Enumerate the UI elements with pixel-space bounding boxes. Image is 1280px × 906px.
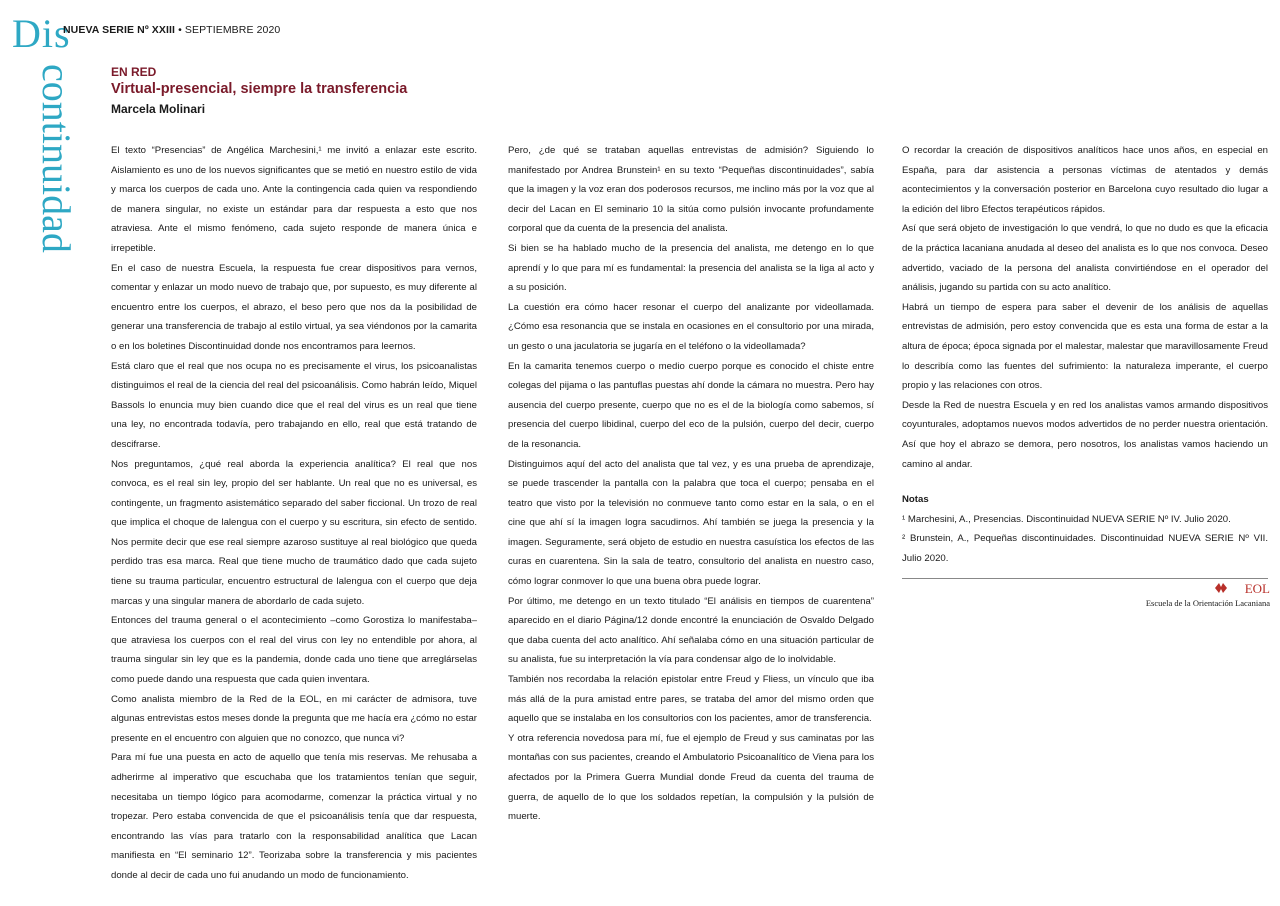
paragraph: Así que será objeto de investigación lo que vendrá, lo que no dudo es que la eficacia de la práctica lacaniana anudada al deseo del analista es lo que nos convoca. Deseo advertido, vaciado de la persona del analista convirtiéndose en el operador del análisis, jugando su partida con su acto analítico.	[902, 223, 1268, 294]
note-item: ² Brunstein, A., Pequeñas discontinuidades. Discontinuidad NUEVA SERIE Nº VII. Julio 2020.	[902, 533, 1268, 564]
paragraph: Para mí fue una puesta en acto de aquello que tenía mis reservas. Me rehusaba a adherirme al imperativo que escuchaba que los tratamientos tenían que seguir, necesitaba un tiempo lógico para acomodarme, comenzar la práctica virtual y no tropezar. Pero estaba convencida de que el psicoanálisis tenía que dar respuesta, encontrando las vías para tratarlo con la responsabilidad analítica que Lacan manifiesta en “El seminario 12”. Teorizaba sobre la transferencia y mis pacientes donde al decir de cada uno fui anudando un modo de funcionamiento.	[111, 752, 477, 881]
column-3	[902, 141, 1268, 568]
paragraph: Desde la Red de nuestra Escuela y en red los analistas vamos armando dispositivos coyunturales, adoptamos nuevos modos advertidos de no perder nuestra orientación. Así que hoy el abrazo se demora, pero nosotros, los analistas vamos haciendo un camino al andar.	[902, 399, 1268, 470]
logo-dis-text: Dis	[12, 11, 71, 56]
paragraph: En el caso de nuestra Escuela, la respuesta fue crear dispositivos para vernos, comentar y enlazar un modo nuevo de trabajo que, por supuesto, es muy diferente al encuentro entre los cuerpos, el abrazo, el beso pero que nos da la posibilidad de generar una transferencia de trabajo al estilo virtual, ya sea viéndonos por la camarita o en los boletines Discontinuidad donde nos encontramos para leernos.	[111, 262, 477, 352]
column-1	[111, 141, 477, 886]
notes-divider	[902, 578, 1268, 579]
paragraph: Pero, ¿de qué se trataban aquellas entrevistas de admisión? Siguiendo lo manifestado por Andrea Brunstein¹ en su texto “Pequeñas discontinuidades”, sabía que la imagen y la voz eran dos poderosos recursos, me inclino más por la voz que al decir del Lacan en El seminario 10 la sitúa como pulsión invocante profundamente corporal que da cuenta de la presencia del analista.	[508, 145, 874, 235]
paragraph: Por último, me detengo en un texto titulado “El análisis en tiempos de cuarentena” aparecido en el diario Página/12 donde encontré la enunciación de Osvaldo Delgado que daba cuenta del acto analítico. Ahí señalaba cómo en una situación particular de su analista, fue su interpretación la vía para condensar algo de lo inolvidable.	[508, 595, 874, 666]
paragraph: O recordar la creación de dispositivos analíticos hace unos años, en especial en España, para dar asistencia a personas víctimas de atentados y demás acontecimientos y la conversación posterior en Barcelona cuyo resultado dio lugar a la edición del libro Efectos terapéuticos rápidos.	[902, 145, 1268, 215]
paragraph: Si bien se ha hablado mucho de la presencia del analista, me detengo en lo que aprendí y lo que para mí es fundamental: la presencia del analista se la liga al acto y a su posición.	[508, 242, 874, 294]
paragraph: Nos preguntamos, ¿qué real aborda la experiencia analítica? El real que nos convoca, es el real sin ley, propio del ser hablante. Un real que no es universal, es contingente, un fragmento asistemático separado del saber ficcional. Un trozo de real que implica el choque de lalengua con el cuerpo y su escritura, sin efecto de sentido. Nos permite decir que ese real siempre azaroso sustituye al real biológico que queda perdido tras esa marca. Real que tiene mucho de traumático dado que cada sujeto tiene su trauma particular, encuentro estructural de lalengua con el cuerpo que deja marcas y una singular manera de abordarlo de cada sujeto.	[111, 458, 477, 607]
eol-fullname: Escuela de la Orientación Lacaniana	[1145, 598, 1270, 608]
paragraph: Habrá un tiempo de espera para saber el devenir de los análisis de aquellas entrevistas de admisión, pero estoy convencida que es esta una forma de estar a la altura de época; época signada por el malestar, malestar que maravillosamente Freud lo describía como las fuentes del sufrimiento: la naturaleza imperante, el cuerpo propio y las relaciones con otros.	[902, 301, 1268, 392]
paragraph: También nos recordaba la relación epistolar entre Freud y Fliess, un vínculo que iba más allá de la pura amistad entre pares, se trataba del amor del mismo orden que aquello que se instalaba en los consultorios con los pacientes, amor de transferencia.	[508, 674, 874, 725]
logo-vertical-text: continuidad	[34, 64, 79, 253]
article-author: Marcela Molinari	[111, 102, 206, 116]
paragraph: Como analista miembro de la Red de la EOL, en mi carácter de admisora, tuve algunas entrevistas estos meses donde la pregunta que me hacía era ¿cómo no estar presente en el encuentro con alguien que no conozco, que nunca vi?	[111, 693, 477, 744]
section-label: EN RED	[111, 65, 157, 79]
paragraph: Distinguimos aquí del acto del analista que tal vez, y es una prueba de aprendizaje, se puede trascender la pantalla con la palabra que toca el cuerpo; pensaba en el teatro que visto por la televisión no conmueve tanto como estar en la sala, o en el cine que ahí sí la imagen logra sacudirnos. Ahí también se juega la presencia y la imagen. Seguramente, será objeto de estudio en nuestra casuística los efectos de las curas en cuarentena. Sin la sala de teatro, consultorio del analista en nuestro caso, cómo lograr conmover lo que una buena obra puede lograr.	[508, 458, 874, 588]
paragraph: Entonces del trauma general o el acontecimiento –como Gorostiza lo manifestaba– que atraviesa los cuerpos con el real del virus con ley no entendible por ahora, al trauma singular sin ley que es la pandemia, donde cada uno tiene que arreglárselas como puede dando una respuesta que cada quien inventara.	[111, 615, 477, 686]
issue-line	[63, 24, 280, 36]
note-item: ¹ Marchesini, A., Presencias. Discontinuidad NUEVA SERIE Nº IV. Julio 2020.	[902, 513, 1231, 525]
issue-separator: •	[178, 24, 182, 36]
article-title: Virtual-presencial, siempre la transferencia	[111, 81, 408, 97]
eol-emblem-icon	[1214, 582, 1228, 594]
eol-text: EOL	[1244, 581, 1270, 596]
paragraph: Está claro que el real que nos ocupa no es precisamente el virus, los psicoanalistas distinguimos el real de la ciencia del real del psicoanálisis. Como habrán leído, Miquel Bassols lo enuncia muy bien cuando dice que el real del virus es un real que tiene una ley, no encontrada todavía, pero trabajando en ello, real que está tratando de descifrarse.	[111, 360, 477, 450]
issue-number: NUEVA SERIE Nº XXIII	[63, 24, 176, 36]
paragraph: La cuestión era cómo hacer resonar el cuerpo del analizante por videollamada. ¿Cómo esa resonancia que se instala en ocasiones en el consultorio por una mirada, un gesto o una jaculatoria se jugaría en el teléfono o la videollamada?	[508, 301, 874, 352]
paragraph: En la camarita tenemos cuerpo o medio cuerpo porque es conocido el chiste entre colegas del pijama o las pantuflas puestas ahí donde la cámara no muestra. Pero hay ausencia del cuerpo presente, cuerpo que no es el de la biología como sabemos, sí presencia del cuerpo libidinal, cuerpo del eco de la pulsión, cuerpo del decir, cuerpo de la resonancia.	[508, 360, 874, 450]
notes-title: Notas	[902, 494, 929, 506]
issue-date: SEPTIEMBRE 2020	[184, 24, 281, 36]
magazine-logo	[12, 11, 92, 253]
eol-logo	[1130, 580, 1270, 610]
paragraph: Y otra referencia novedosa para mí, fue el ejemplo de Freud y sus caminatas por las montañas con sus pacientes, creando el Ambulatorio Psicoanalítico de Viena para los afectados por la Primera Guerra Mundial donde Freud da cuenta del trauma de guerra, de aquello de lo que los soldados repetían, la compulsión y la pulsión de muerte.	[508, 732, 874, 823]
column-2	[508, 141, 874, 827]
paragraph: El texto “Presencias” de Angélica Marchesini,¹ me invitó a enlazar este escrito. Aislamiento es uno de los nuevos significantes que se metió en nuestro estilo de vida y marca los cuerpos de cada uno. Ante la contingencia cada quien va respondiendo de manera singular, no existe un estándar para dar respuesta a esto que nos atraviesa. Ante el mismo fenómeno, cada sujeto responde de manera única e irrepetible.	[111, 145, 477, 254]
